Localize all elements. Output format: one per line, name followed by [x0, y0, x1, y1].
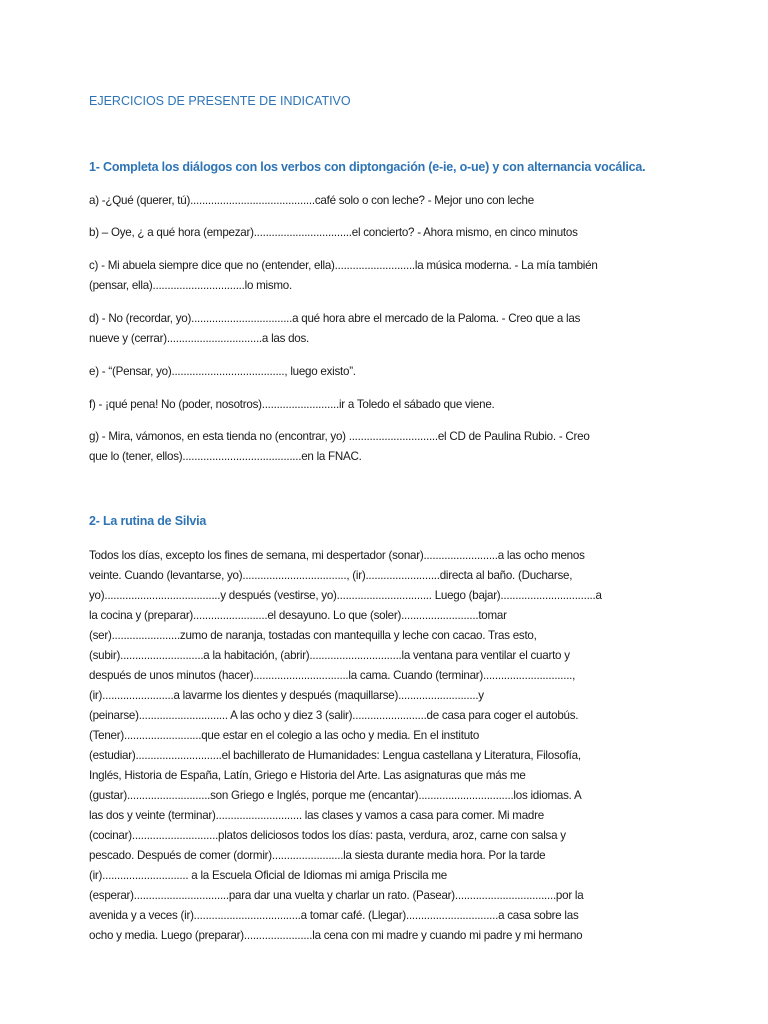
paragraph-line: la cocina y (preparar).........................el desayuno. Lo que (soler)..........................tomar: [89, 609, 507, 622]
paragraph-line: (Tener)..........................que estar en el colegio a las ocho y media. En el instituto: [89, 729, 480, 742]
exercise-line: g) - Mira, vámonos, en esta tienda no (encontrar, yo) ..............................el CD de Paulina Rubio. - Creo: [89, 430, 590, 443]
paragraph-line: yo).......................................y después (vestirse, yo)................................ Luego (bajar)................................a: [89, 589, 602, 602]
exercise-b: [89, 223, 689, 243]
exercise-f: [89, 395, 689, 415]
paragraph-line: (ser).......................zumo de naranja, tostadas con mantequilla y leche con cacao. Tras esto,: [89, 629, 537, 642]
paragraph-line: ocho y media. Luego (preparar).......................la cena con mi madre y cuando mi padre y mi hermano: [89, 929, 583, 942]
paragraph-line: (esperar)................................para dar una vuelta y charlar un rato. (Pasear)..................................por la: [89, 889, 584, 902]
exercise-line: f) - ¡qué pena! No (poder, nosotros)..........................ir a Toledo el sábado que viene.: [89, 398, 495, 411]
paragraph-line: pescado. Después de comer (dormir)........................la siesta durante media hora. Por la tarde: [89, 849, 546, 862]
exercise-c: [89, 256, 689, 296]
exercise-line: d) - No (recordar, yo)..................................a qué hora abre el mercado de la Paloma. - Creo que a las: [89, 312, 581, 325]
paragraph-line: (ir)............................. a la Escuela Oficial de Idiomas mi amiga Priscila me: [89, 869, 447, 882]
exercise-d: [89, 309, 689, 349]
section2-heading: 2- La rutina de Silvia: [89, 514, 207, 528]
exercise-a: [89, 191, 689, 211]
paragraph-line: (estudiar).............................el bachillerato de Humanidades: Lengua castellana y Literatura, Filosofía,: [89, 749, 581, 762]
paragraph-line: veinte. Cuando (levantarse, yo)..................................., (ir).........................directa al baño. (Ducharse,: [89, 569, 573, 582]
paragraph-line: las dos y veinte (terminar)............................. las clases y vamos a casa para comer. Mi madre: [89, 809, 544, 822]
exercise-e: [89, 362, 689, 382]
paragraph-line: (cocinar).............................platos deliciosos todos los días: pasta, verdura, aroz, carne con salsa y: [89, 829, 566, 842]
section1-heading: 1- Completa los diálogos con los verbos con diptongación (e-ie, o-ue) y con alternancia vocálica.: [89, 160, 646, 174]
paragraph-line: Inglés, Historia de España, Latín, Griego e Historia del Arte. Las asignaturas que más me: [89, 769, 526, 782]
paragraph-line: avenida y a veces (ir)....................................a tomar café. (Llegar)...............................a casa sobre las: [89, 909, 579, 922]
exercise-line: a) -¿Qué (querer, tú)..........................................café solo o con leche? - Mejor uno con leche: [89, 194, 534, 207]
exercise-line: e) - “(Pensar, yo)......................................, luego existo”.: [89, 365, 356, 378]
paragraph-line: (ir)........................a lavarme los dientes y después (maquillarse)...........................y: [89, 689, 484, 702]
exercise-line: nueve y (cerrar)................................a las dos.: [89, 332, 310, 345]
exercise-line: (pensar, ella)...............................lo mismo.: [89, 279, 292, 292]
routine-paragraph: [89, 546, 689, 946]
paragraph-line: Todos los días, excepto los fines de semana, mi despertador (sonar).........................a las ocho menos: [89, 549, 585, 562]
exercise-g: [89, 427, 689, 467]
paragraph-line: (gustar)............................son Griego e Inglés, porque me (encantar)................................los idiomas. A: [89, 789, 582, 802]
exercise-line: b) – Oye, ¿ a qué hora (empezar).................................el concierto? - Ahora mismo, en cinco minutos: [89, 226, 578, 239]
paragraph-line: (subir)............................a la habitación, (abrir)...............................la ventana para ventilar el cuarto y: [89, 649, 570, 662]
exercise-line: que lo (tener, ellos)........................................en la FNAC.: [89, 450, 362, 463]
paragraph-line: (peinarse).............................. A las ocho y diez 3 (salir).........................de casa para coger el autobús.: [89, 709, 579, 722]
exercise-line: c) - Mi abuela siempre dice que no (entender, ella)...........................la música moderna. - La mía también: [89, 259, 598, 272]
paragraph-line: después de unos minutos (hacer)................................la cama. Cuando (terminar)..............................,: [89, 669, 576, 682]
page-title: EJERCICIOS DE PRESENTE DE INDICATIVO: [89, 94, 351, 108]
